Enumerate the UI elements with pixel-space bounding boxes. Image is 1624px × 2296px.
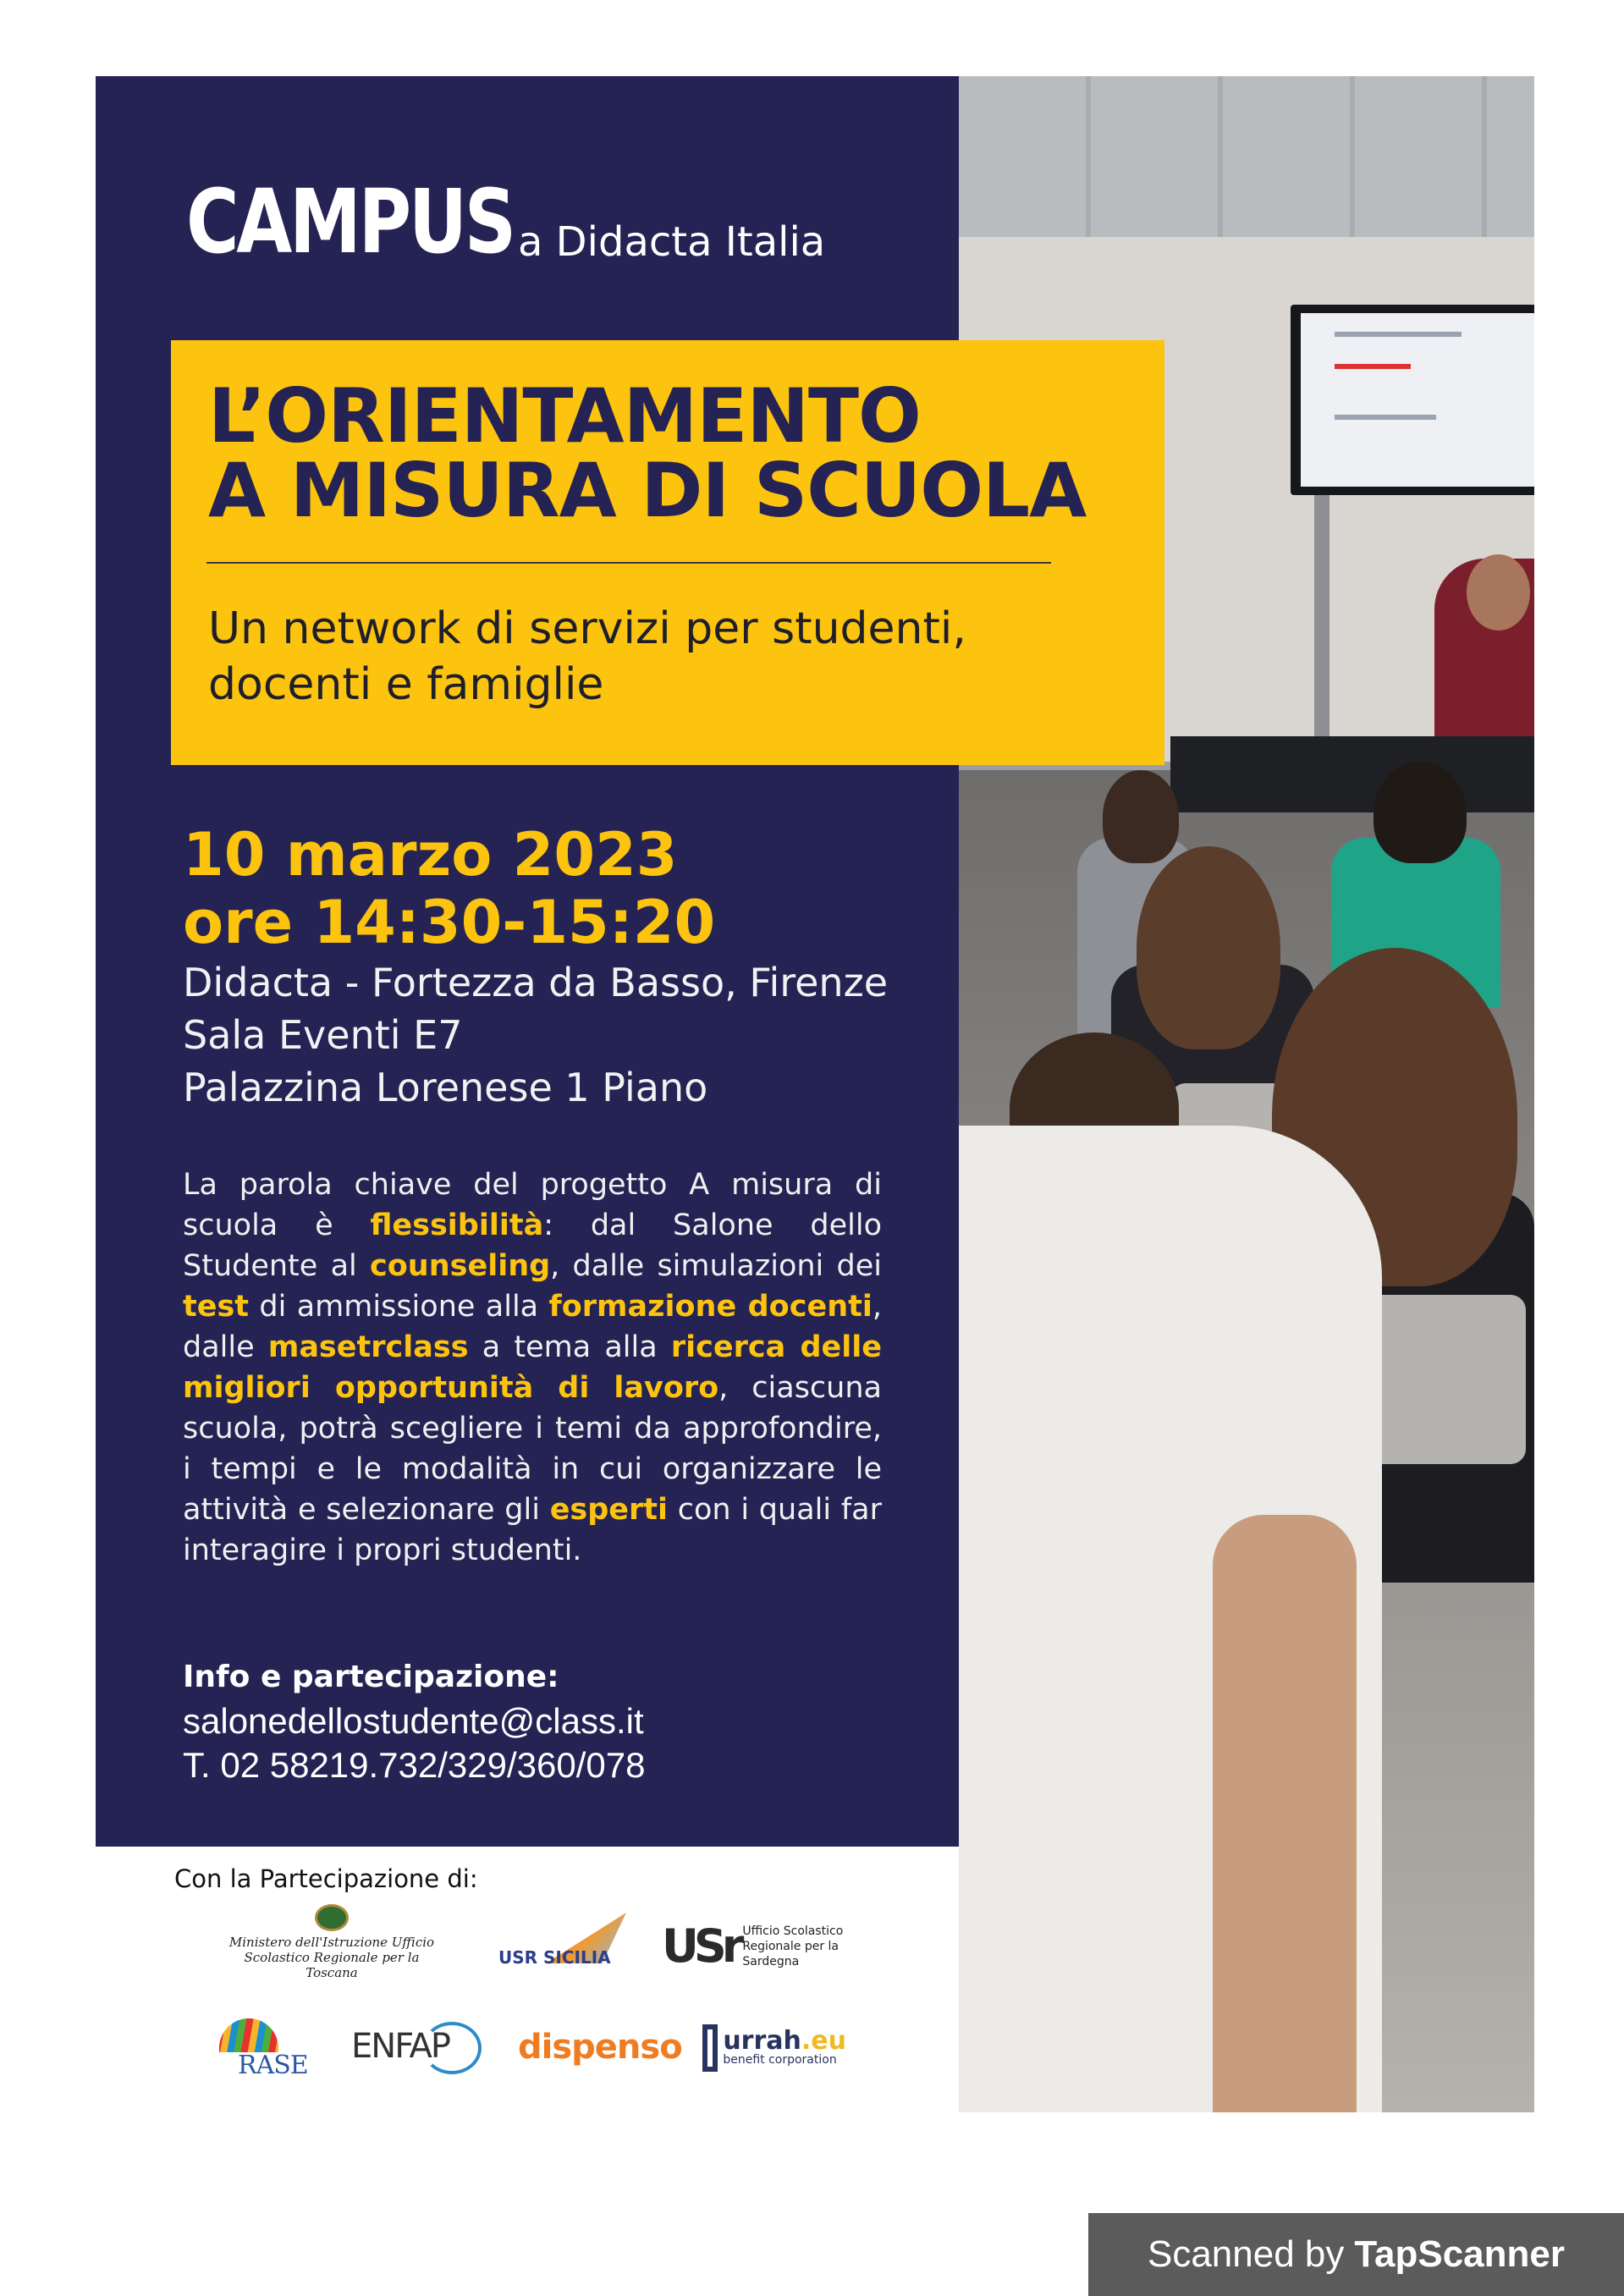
scanner-brand: TapScanner: [1354, 2233, 1565, 2275]
usr-sardegna-text: Ufficio Scolastico Regionale per la Sardegna: [742, 1924, 844, 1968]
campus-logo: CAMPUS: [186, 170, 514, 273]
venue-line-1: Didacta - Fortezza da Basso, Firenze: [183, 960, 889, 1005]
desc-seg: di ammissione alla: [249, 1290, 549, 1324]
photo-speaker-head: [1467, 554, 1530, 630]
hurrah-tld: .eu: [801, 2026, 846, 2056]
desc-seg: a tema alla: [468, 1330, 671, 1364]
desc-keyword: flessibilità: [370, 1209, 544, 1242]
usr-sicilia-logo: [495, 1913, 630, 1980]
description-paragraph: [183, 1165, 882, 1571]
desc-seg: , dalle: [183, 1290, 882, 1364]
hurrah-tagline: benefit corporation: [723, 2053, 837, 2067]
venue-line-3: Palazzina Lorenese 1 Piano: [183, 1065, 708, 1110]
title-line-2: A MISURA DI SCUOLA: [208, 447, 1087, 534]
page-title: [208, 372, 1087, 534]
photo-head: [1137, 846, 1280, 1049]
venue-line-2: Sala Eventi E7: [183, 1012, 463, 1058]
dispenso-logo: dispenso: [518, 2028, 682, 2067]
hurrah-logo: [702, 2021, 846, 2075]
scanner-prefix: Scanned by: [1147, 2233, 1345, 2275]
desc-keyword: formazione docenti: [548, 1290, 873, 1324]
desc-seg: , dalle simulazioni dei: [550, 1249, 883, 1283]
event-venue: [183, 956, 888, 1114]
usr-sardegna-mark: USr: [662, 1919, 740, 1973]
contact-email[interactable]: salonedellostudente@class.it: [183, 1701, 644, 1741]
desc-seg: : dal Salone dello Studente al: [183, 1209, 883, 1283]
desc-seg: con i quali far interagire i propri studenti.: [183, 1493, 882, 1567]
brand-suffix: a Didacta Italia: [518, 218, 826, 266]
enfap-text: ENFAP: [351, 2027, 450, 2066]
usr-sardegna-logo: [662, 1919, 848, 1974]
photo-pole: [1314, 495, 1329, 774]
title-divider: [206, 562, 1051, 564]
desc-keyword: masetrclass: [267, 1330, 469, 1364]
ministero-logo: [222, 1904, 442, 1980]
emblem-icon: [315, 1904, 349, 1931]
hurrah-name: urrah: [723, 2026, 801, 2056]
event-datetime: [183, 821, 715, 956]
hurrah-text: [723, 2026, 846, 2067]
partners-label: Con la Partecipazione di:: [174, 1864, 478, 1893]
photo-foreground-arm: [1213, 1515, 1357, 2112]
contact-phone: T. 02 58219.732/329/360/078: [183, 1745, 646, 1785]
photo-table: [1170, 736, 1534, 812]
event-date: 10 marzo 2023: [183, 820, 678, 889]
scanner-watermark: [1088, 2213, 1624, 2296]
desc-seg: , ciascuna scuola, potrà scegliere i temi da approfondire, i tempi e le modalità in cui organizzare le attività e selezionare gli: [183, 1371, 882, 1527]
enfap-logo: [351, 2018, 478, 2074]
event-time: ore 14:30-15:20: [183, 888, 716, 957]
ministero-text: Ministero dell'Istruzione Ufficio Scolastico Regionale per la Toscana: [228, 1935, 435, 1980]
desc-keyword: esperti: [549, 1493, 669, 1527]
rase-text: RASE: [238, 2051, 308, 2080]
desc-keyword: test: [183, 1290, 250, 1324]
photo-screen: [1291, 305, 1534, 495]
hurrah-h-icon: [702, 2024, 718, 2072]
photo-wall: [959, 76, 1534, 237]
photo-head: [1103, 770, 1179, 863]
desc-keyword: ricerca delle migliori opportunità di lavoro: [183, 1330, 883, 1405]
photo-head: [1374, 762, 1467, 863]
usr-sicilia-text: USR SICILIA: [498, 1947, 611, 1968]
desc-keyword: counseling: [370, 1249, 551, 1283]
rainbow-icon: [219, 2018, 278, 2052]
rase-logo: [216, 2018, 309, 2086]
subtitle: Un network di servizi per studenti, docenti e famiglie: [208, 603, 966, 710]
desc-seg: La parola chiave del progetto A misura di scuola è: [183, 1168, 882, 1242]
contact-label: Info e partecipazione:: [183, 1660, 559, 1694]
title-line-1: L’ORIENTAMENTO: [208, 372, 921, 460]
ring-icon: [422, 2022, 482, 2074]
